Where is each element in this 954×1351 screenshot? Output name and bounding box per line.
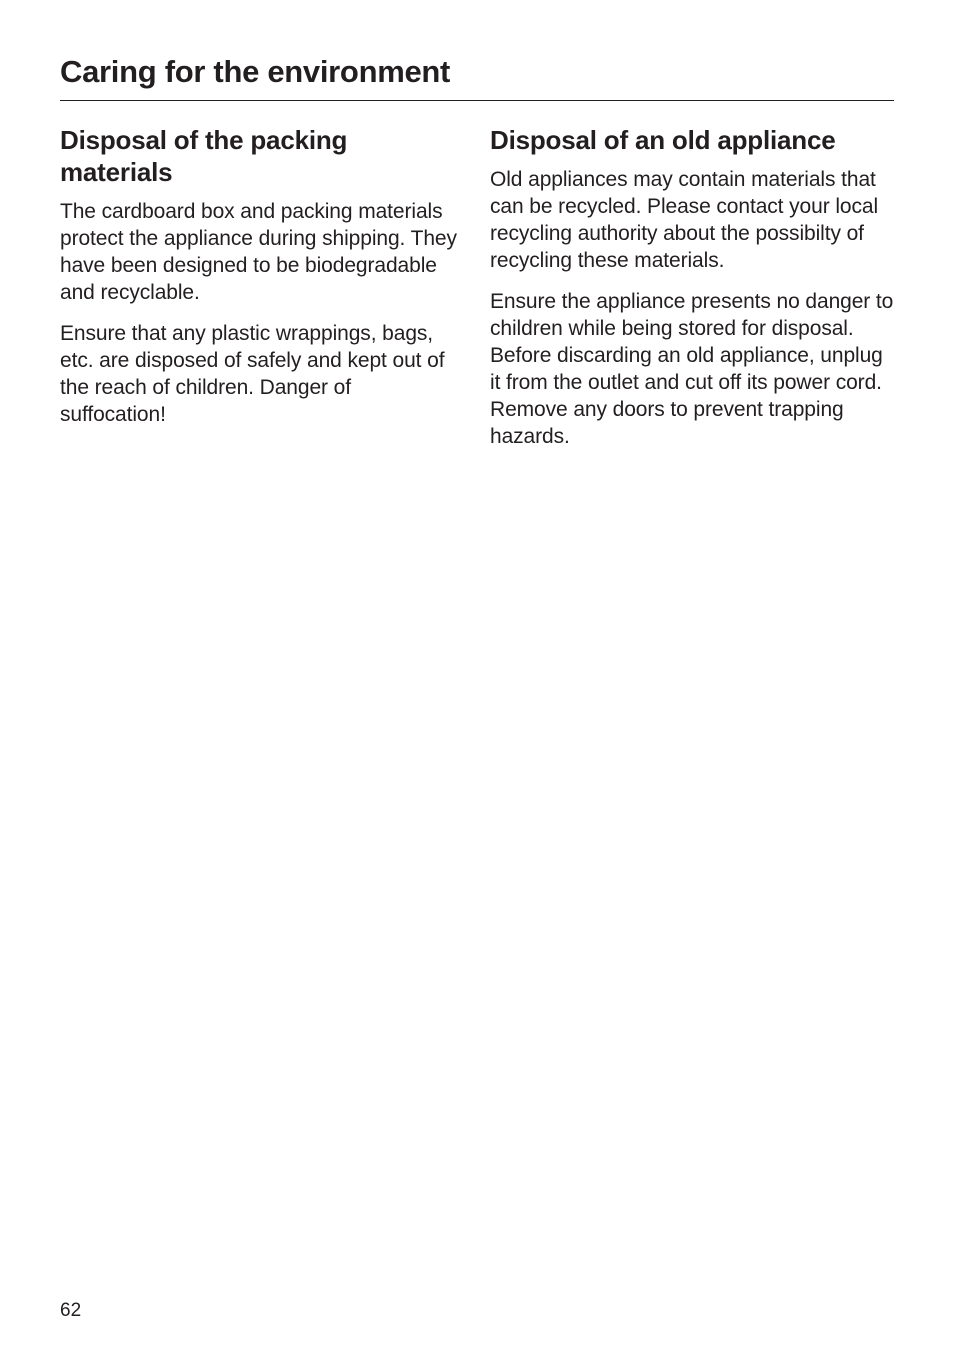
section-heading: Disposal of an old appliance <box>490 125 836 155</box>
title-divider <box>60 100 894 101</box>
section-heading: Disposal of the packing materials <box>60 125 348 187</box>
section-paragraph: Ensure that any plastic wrappings, bags, etc. are disposed of safely and kept out of the reach of children. Danger of suffocation! <box>60 322 445 426</box>
section-paragraph: Old appliances may contain materials that can be recycled. Please contact your local recycling authority about the possibilty of recycling these materials. <box>490 168 879 272</box>
page-title: Caring for the environment <box>60 54 451 89</box>
page-number: 62 <box>60 1300 82 1321</box>
section-packing-materials <box>60 124 460 442</box>
section-paragraph: Ensure the appliance presents no danger to children while being stored for disposal. Before discarding an old appliance, unplug it from the outlet and cut off its power cord. Remove any doors to prevent trapping hazards. <box>490 290 894 448</box>
section-paragraph: The cardboard box and packing materials protect the appliance during shipping. They have been designed to be biodegradable and recyclable. <box>60 200 457 304</box>
section-old-appliance <box>490 124 894 464</box>
